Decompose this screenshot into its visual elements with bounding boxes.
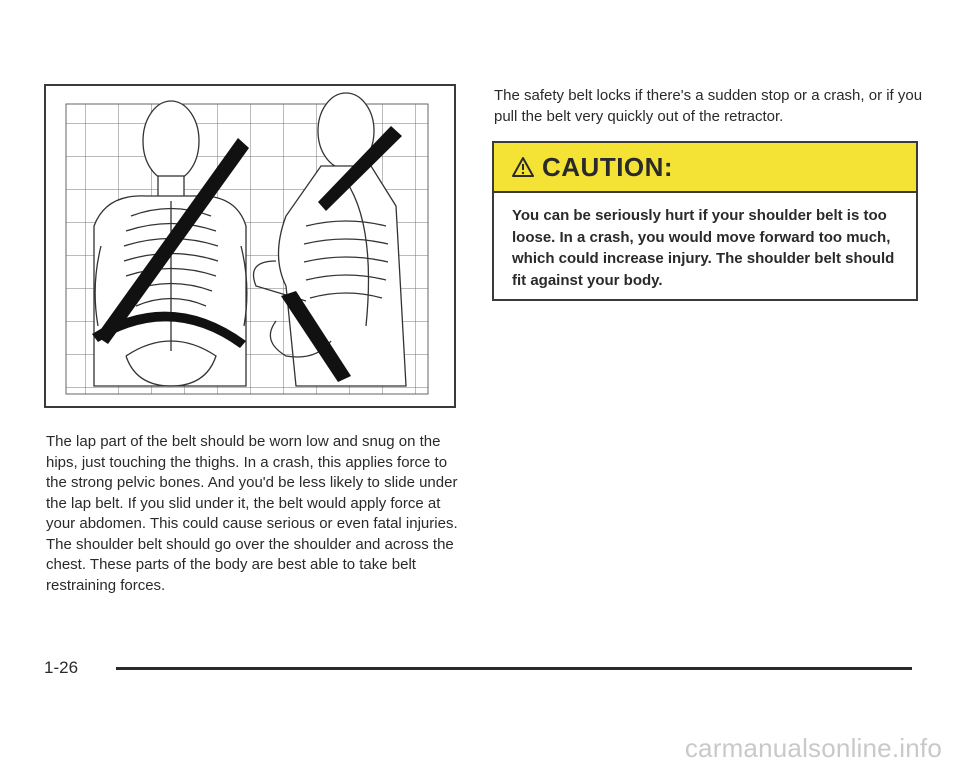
lap-belt-paragraph: The lap part of the belt should be worn low and snug on the hips, just touching the thighs. In a crash, this applies force to the strong pelvic bones. And you'd be less likely to slide under the lap belt. If you slid under it, the belt would apply force at your abdomen. This could cause serious or even fatal injuries. The shoulder belt should go over the shoulder and across the chest. These parts of the body are best able to take belt restraining forces. <box>46 433 458 594</box>
caution-header <box>494 143 916 193</box>
seat-belt-figure <box>44 84 456 408</box>
skeleton-illustration <box>46 86 454 406</box>
footer-rule <box>116 667 912 670</box>
watermark: carmanualsonline.info <box>684 733 942 763</box>
caution-text: You can be seriously hurt if your shoulder belt is too loose. In a crash, you would move forward too much, which could increase injury. The shoulder belt should fit against your body. <box>512 207 895 289</box>
page-number: 1-26 <box>44 658 79 677</box>
caution-box <box>492 141 918 301</box>
belt-lock-paragraph: The safety belt locks if there's a sudden stop or a crash, or if you pull the belt very quickly out of the retractor. <box>494 87 923 125</box>
warning-triangle-icon <box>512 156 534 178</box>
caution-title: CAUTION: <box>542 151 674 182</box>
